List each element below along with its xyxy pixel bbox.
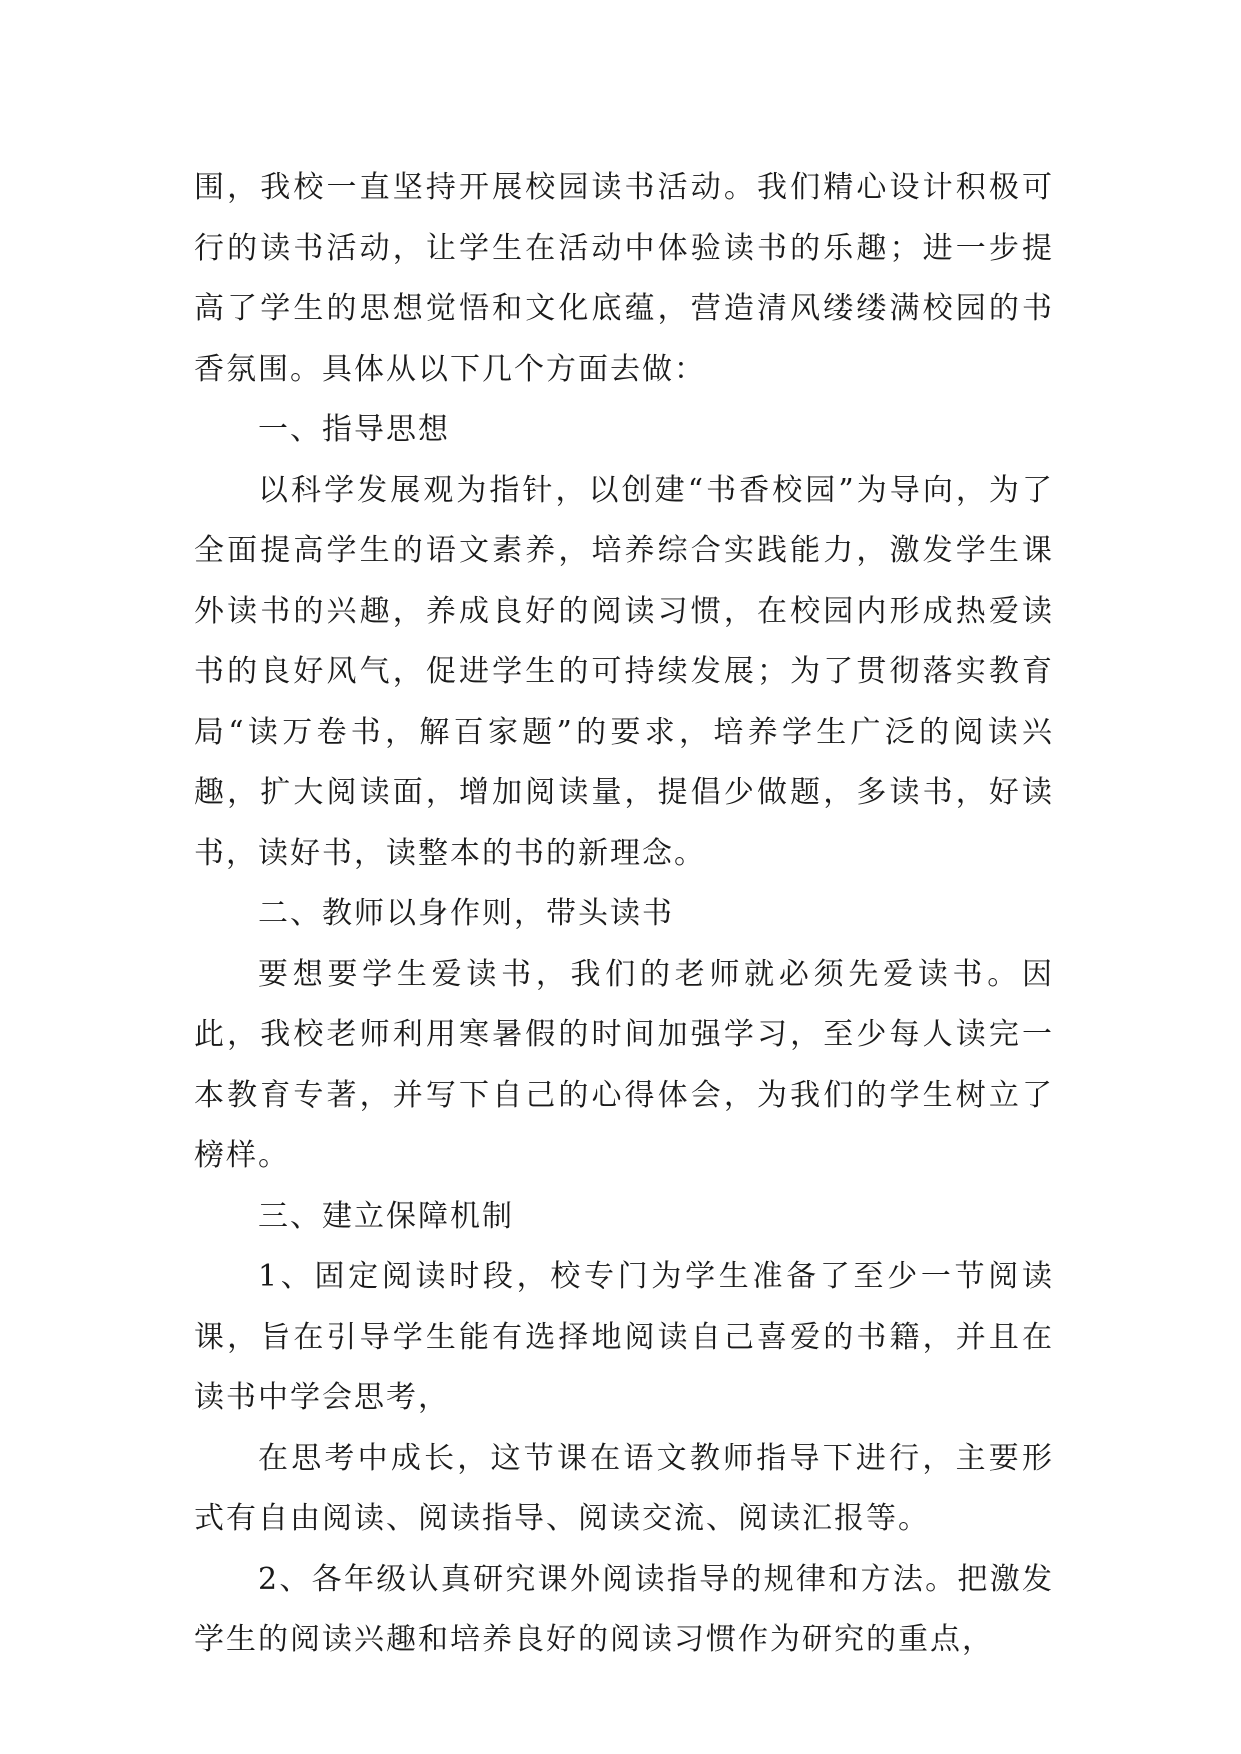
paragraph-fixed-reading-time: 1、固定阅读时段，校专门为学生准备了至少一节阅读课，旨在引导学生能有选择地阅读自己喜爱的书籍，并且在读书中学会思考， (194, 1259, 1054, 1415)
paragraph-growth-in-thinking: 在思考中成长，这节课在语文教师指导下进行，主要形式有自由阅读、阅读指导、阅读交流、阅读汇报等。 (194, 1440, 1054, 1536)
section-heading-guiding-thought: 一、指导思想 (258, 412, 450, 447)
section-heading-teachers-lead: 二、教师以身作则，带头读书 (258, 896, 674, 931)
paragraph-teachers-lead: 要想要学生爱读书，我们的老师就必须先爱读书。因此，我校老师利用寒暑假的时间加强学习，至少每人读完一本教育专著，并写下自己的心得体会，为我们的学生树立了榜样。 (194, 956, 1054, 1173)
paragraph-guiding-thought: 以科学发展观为指针，以创建“书香校园”为导向，为了全面提高学生的语文素养，培养综合实践能力，激发学生课外读书的兴趣，养成良好的阅读习惯，在校园内形成热爱读书的良好风气，促进学生的可持续发展；为了贯彻落实教育局“读万卷书，解百家题”的要求，培养学生广泛的阅读兴趣，扩大阅读面，增加阅读量，提倡少做题，多读书，好读书，读好书，读整本的书的新理念。 (194, 472, 1054, 871)
document-body (194, 158, 1054, 1671)
paragraph-grade-research: 2、各年级认真研究课外阅读指导的规律和方法。把激发学生的阅读兴趣和培养良好的阅读习惯作为研究的重点， (194, 1561, 1054, 1657)
section-heading-guarantee-mechanism: 三、建立保障机制 (258, 1198, 514, 1234)
paragraph-continuation: 围，我校一直坚持开展校园读书活动。我们精心设计积极可行的读书活动，让学生在活动中体验读书的乐趣；进一步提高了学生的思想觉悟和文化底蕴，营造清风缕缕满校园的书香氛围。具体从以下几个方面去做： (194, 170, 1054, 387)
